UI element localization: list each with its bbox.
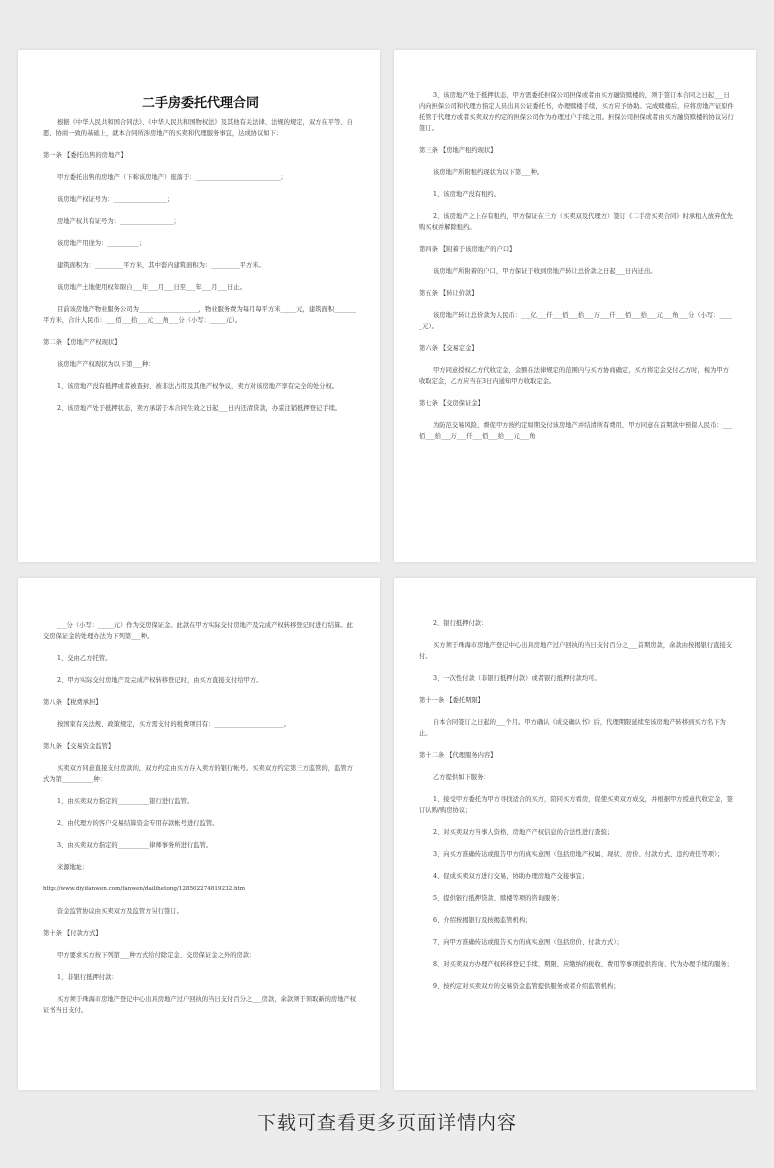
- document-page-2: [394, 50, 756, 562]
- paragraph: 2、由代理方的客户交易结算资金专用存款帐号进行监管。: [57, 820, 219, 827]
- contract-title: 二手房委托代理合同: [141, 96, 259, 111]
- paragraph: 4、促成买卖双方进行交易，协助办理房地产交接事宜；: [433, 873, 589, 880]
- paragraph: 该房地产所附着的户口，甲方保证于收到房地产转让总价款之日起___日内迁出。: [433, 268, 657, 275]
- paragraph: 买方须于珠海市房地产登记中心出具房地产过户回执的当日支付百分之___房款，余款须于领取新的房地产权证书当日支付。: [43, 996, 357, 1014]
- article-heading: 第五条 【转让价款】: [419, 290, 478, 297]
- paragraph: 该房地产用途为：__________；: [57, 240, 146, 247]
- download-prompt[interactable]: 下载可查看更多页面详情内容: [256, 1112, 517, 1134]
- paragraph: 该房地产权证号为：_________________；: [57, 196, 174, 203]
- paragraph: 3、该房地产处于抵押状态，甲方需委托担保公司担保或者由买方融资赎楼的，须于签订本合同之日起___日内向担保公司和代理方指定人员出具公证委托书，办理赎楼手续，买方应予协助。完成赎楼后，应将房地产证原件托管于代理方或者买卖双方约定的担保公司作为办理过户手续之用。担保公司担保或者由买方融资赎楼的协议另行签订。: [419, 92, 734, 132]
- paragraph: 1、非银行抵押付款：: [57, 974, 118, 981]
- paragraph: 买卖双方同意直接支付房款的，双方约定由买方存入卖方的银行帐号。买卖双方约定第三方监管的，监管方式为第__________种：: [43, 765, 353, 783]
- document-page-1: [18, 50, 380, 562]
- paragraph: 该房地产所附租约现状为以下第___种。: [433, 169, 544, 176]
- page-body: [43, 117, 358, 414]
- paragraph: 1、接受甲方委托为甲方寻找适合的买方，陪同买方看房，促使买卖双方成交，并根据甲方授意代收定金，签订认购/购房协议；: [419, 796, 733, 814]
- page-body: [43, 620, 358, 1016]
- article-heading: 第四条 【附着于该房地产的户口】: [419, 246, 516, 253]
- paragraph: 1、交由乙方托管。: [57, 655, 112, 662]
- paragraph: 甲方同意授权乙方代收定金，金额在法律规定的范围内与买方协商确定，买方将定金交付乙方时，视为甲方收取定金，乙方应当在3日内通知甲方收取定金。: [419, 367, 729, 385]
- paragraph: 7、向甲方准确传达或报告买方的真实意图（包括房价、付款方式）；: [433, 939, 623, 946]
- paragraph: 该房地产产权现状为以下第___种：: [57, 361, 155, 368]
- page-body: [419, 90, 734, 442]
- paragraph: 6、介绍按揭银行及按揭监管机构；: [433, 917, 532, 924]
- paragraph: 2、银行抵押付款：: [433, 620, 488, 627]
- paragraph: 自本合同签订之日起的___个月。甲方确认《成交确认书》后，代理期限延续至该房地产转移到买方名下为止。: [419, 719, 726, 737]
- paragraph: 资金监管协议由买卖双方及监管方另行签订。: [57, 908, 183, 915]
- paragraph: http://www.diyifanwen.com/fanwen/dailihetong/1285022748192​32.htm: [43, 886, 246, 892]
- document-page-4: [394, 578, 756, 1090]
- article-heading: 第九条 【交易资金监管】: [43, 743, 115, 750]
- paragraph: 该房地产土地使用权年限自___年___月___日至___年___月___日止。: [57, 284, 246, 291]
- article-heading: 第十一条 【委托期限】: [419, 697, 484, 704]
- paragraph: 甲方委托出售的房地产（下称该房地产）座落于：___________________________；: [57, 174, 287, 181]
- article-heading: 第十二条 【代理服务内容】: [419, 752, 497, 759]
- paragraph: 甲方要求买方按下列第___种方式给付除定金、交房保证金之外的房款：: [57, 952, 256, 959]
- paragraph: 3、向买方准确传达或报告甲方的真实意图（包括房地产权属、现状、房价、付款方式、违约责任等项）；: [433, 851, 724, 858]
- paragraph: 8、对买卖双方办理产权转移登记手续、期限、应缴纳的税收、费用等事项提供咨询、代为办理手续的服务；: [433, 961, 733, 968]
- page-body: [419, 618, 734, 992]
- paragraph: 1、由买卖双方指定的__________银行进行监管。: [57, 798, 194, 805]
- paragraph: 买方须于珠海市房地产登记中心出具房地产过户回执的当日支付百分之___首期房款，余款由按揭银行直接支付。: [419, 642, 733, 660]
- article-heading: 第三条 【房地产租约现状】: [419, 147, 497, 154]
- paragraph: 按国家有关法规、政策规定，买方需支付的税费项目有：______________________。: [57, 721, 290, 728]
- paragraph: 1、该房地产没有租约。: [433, 191, 500, 198]
- article-heading: 第六条 【交易定金】: [419, 345, 478, 352]
- paragraph: 该房地产转让总价款为人民币：___亿___仟___佰___拾___万___仟___佰___拾___元___角___分（小写：_____元）。: [419, 312, 733, 330]
- article-heading: 第七条 【交房保证金】: [419, 400, 484, 407]
- paragraph: 乙方提供如下服务：: [433, 774, 490, 781]
- paragraph: 房地产权共有证号为：_________________；: [57, 218, 180, 225]
- paragraph: 1、该房地产没有抵押或者被查封、被非法占用及其他产权争议，卖方对该房地产享有完全的处分权。: [57, 383, 339, 390]
- paragraph: 建筑面积为：_________平方米，其中套内建筑面积为：_________平方米。: [57, 262, 265, 269]
- paragraph: 2、对买卖双方当事人资格、房地产产权信息的合法性进行查验；: [433, 829, 614, 836]
- paragraph: 来源地址：: [57, 864, 89, 871]
- paragraph: 2、甲方实际交付房地产及完成产权转移登记时，由买方直接支付给甲方。: [57, 677, 263, 684]
- paragraph: 9、按约定对买卖双方的交易资金监管提供服务或者介绍监管机构；: [433, 983, 620, 990]
- paragraph: 3、一次性付款（非银行抵押付款）或者银行抵押付款均可。: [433, 675, 601, 682]
- paragraph: 2、该房地产处于抵押状态，卖方承诺于本合同生效之日起___日内还清贷款，办妥注销抵押登记手续。: [57, 405, 342, 412]
- paragraph: 为防范交易风险，督促甲方按约定如期交付该房地产并结清所有费用，甲方同意在首期款中预留人民币：___佰___拾___万___仟___佰___拾___元___角: [419, 422, 733, 440]
- article-heading: 第八条 【税费承担】: [43, 699, 102, 706]
- paragraph: 目前该房地产物业服务公司为___________________，物业服务费为每月每平方米_____元，建筑面积_______平方米，合计人民币：___佰___拾___元___角___分（小写：_____元）。: [43, 306, 357, 324]
- paragraph: 3、由买卖双方指定的__________律师事务所进行监管。: [57, 842, 213, 849]
- paragraph: ___分（小写：_____元）作为交房保证金。此款在甲方实际交付房地产及完成产权转移登记时进行结算。此交房保证金的处理办法为下列第___种。: [43, 622, 353, 640]
- paragraph: 2、该房地产之上存有租约，甲方保证在三方（买卖双及代理方）签订《二手房买卖合同》时承租人放弃优先购买权并解除租约。: [419, 213, 733, 231]
- paragraph: 根据《中华人民共和国合同法》、《中华人民共和国物权法》及其他有关法律、法规的规定，双方在平等、自愿、协商一致的基础上，就本合同所涉房地产的买卖和代理服务事宜，达成协议如下：: [43, 119, 353, 137]
- article-heading: 第二条 【房地产产权现状】: [43, 339, 121, 346]
- paragraph: 5、提供银行抵押贷款、赎楼等项的咨询服务；: [433, 895, 563, 902]
- article-heading: 第一条 【委托出售的房地产】: [43, 152, 127, 159]
- document-page-3: [18, 578, 380, 1090]
- article-heading: 第十条 【付款方式】: [43, 930, 102, 937]
